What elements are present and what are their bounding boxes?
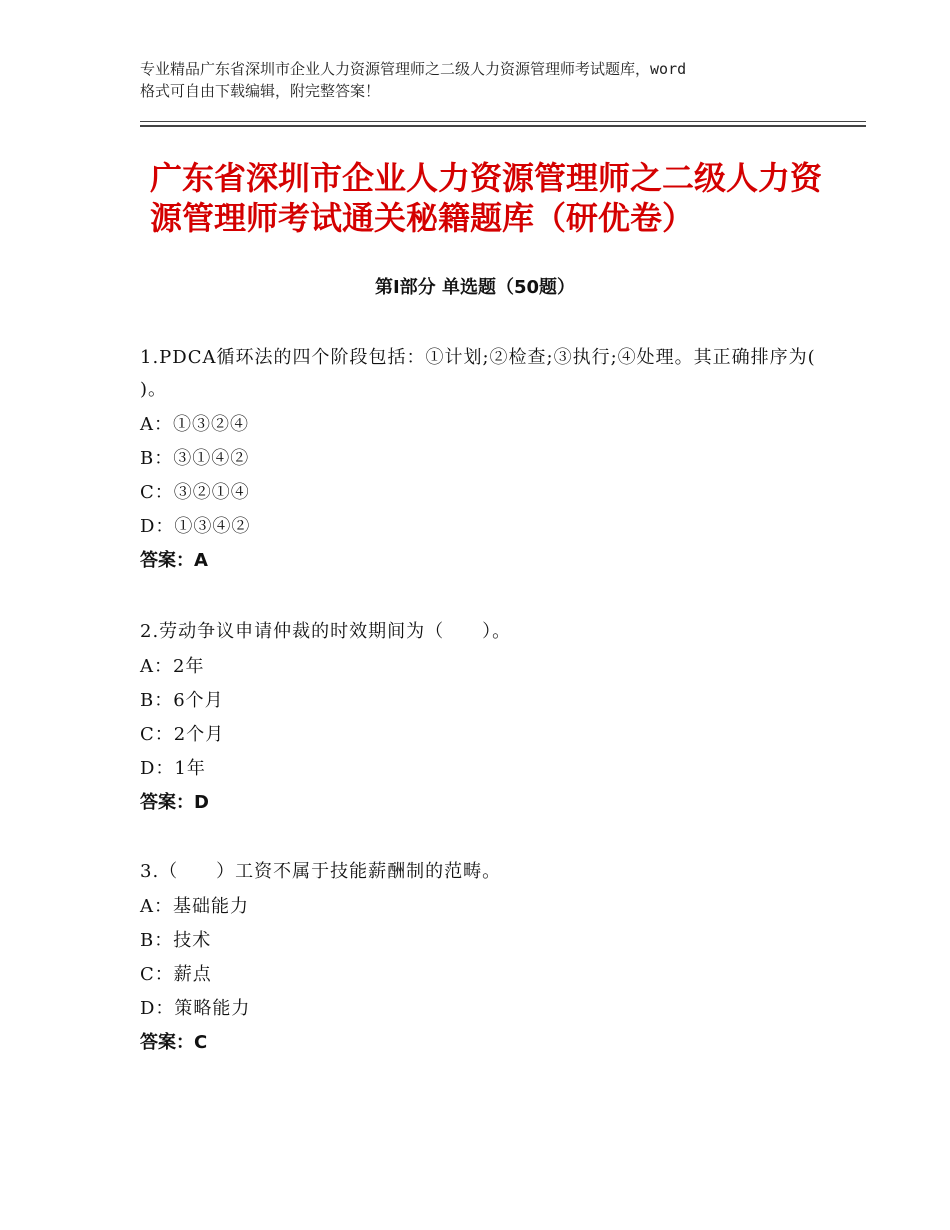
question-item bbox=[140, 856, 820, 1060]
question-stem: 2.劳动争议申请仲裁的时效期间为（ ）。 bbox=[140, 621, 512, 642]
option-a: A：2年 bbox=[140, 656, 205, 677]
option-c: C：2个月 bbox=[140, 724, 225, 745]
option-b: B：③①④② bbox=[140, 448, 250, 469]
header-divider bbox=[140, 121, 866, 122]
header-note-line: 格式可自由下载编辑，附完整答案！ bbox=[140, 82, 381, 100]
question-item bbox=[140, 342, 820, 578]
option-a: A：基础能力 bbox=[140, 896, 249, 917]
header-divider bbox=[140, 125, 866, 127]
answer-line: 答案：D bbox=[140, 792, 209, 813]
option-d: D：1年 bbox=[140, 758, 206, 779]
option-d: D：策略能力 bbox=[140, 998, 251, 1019]
question-stem: 3.（ ）工资不属于技能薪酬制的范畴。 bbox=[140, 861, 502, 882]
document-title: 广东省深圳市企业人力资源管理师之二级人力资源管理师考试通关秘籍题库（研优卷） bbox=[150, 159, 823, 237]
option-c: C：③②①④ bbox=[140, 482, 250, 503]
option-d: D：①③④② bbox=[140, 516, 251, 537]
option-a: A：①③②④ bbox=[140, 414, 249, 435]
header-note-line: 专业精品广东省深圳市企业人力资源管理师之二级人力资源管理师考试题库，word bbox=[140, 60, 687, 78]
answer-line: 答案：A bbox=[140, 550, 208, 571]
option-b: B：6个月 bbox=[140, 690, 224, 711]
answer-line: 答案：C bbox=[140, 1032, 208, 1053]
section-heading: 第Ⅰ部分 单选题（50题） bbox=[374, 277, 575, 298]
option-b: B：技术 bbox=[140, 930, 212, 951]
header-note bbox=[140, 58, 830, 102]
option-c: C：薪点 bbox=[140, 964, 212, 985]
question-stem: 1.PDCA循环法的四个阶段包括：①计划;②检查;③执行;④处理。其正确排序为( )。 bbox=[140, 347, 816, 400]
question-item bbox=[140, 616, 820, 820]
